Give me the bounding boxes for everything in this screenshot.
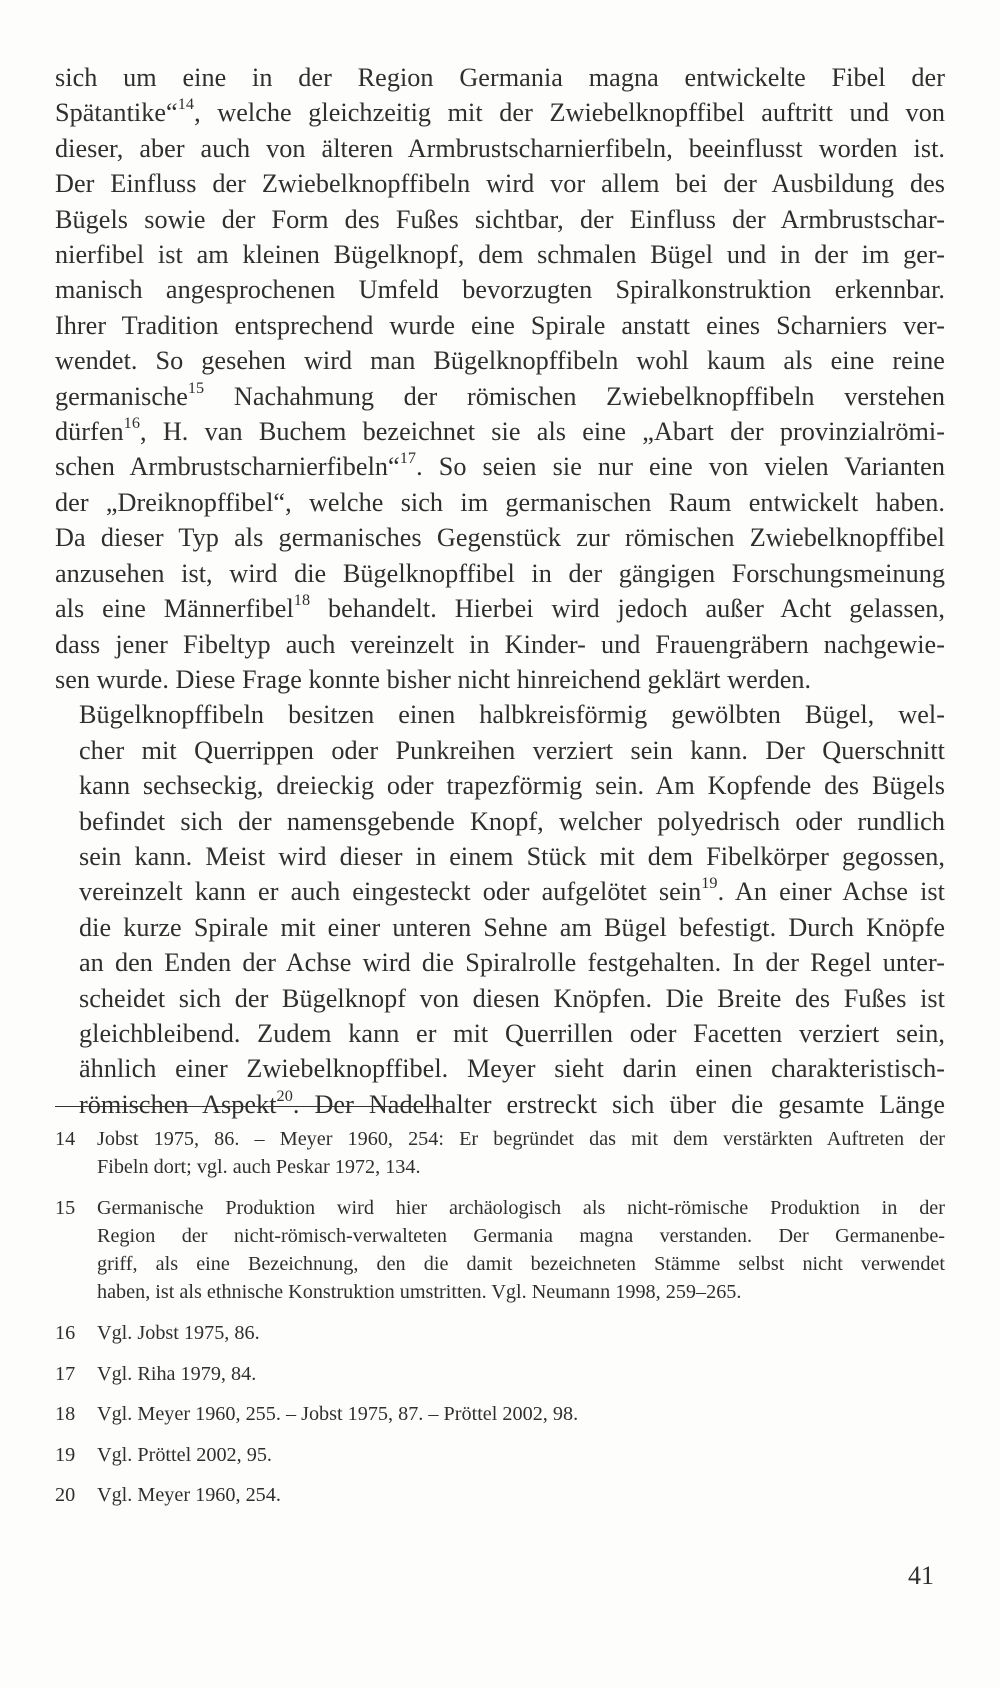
text-line: sen wurde. Diese Frage konnte bisher nicht hinreichend geklärt werden. xyxy=(55,664,812,694)
text-line: gleichbleibend. Zudem kann er mit Querrillen oder Facetten verziert sein, xyxy=(79,1018,945,1048)
text-line: dieser, aber auch von älteren Armbrustscharnierfibeln, beeinflusst worden ist. xyxy=(55,133,945,163)
footnote-17 xyxy=(55,1360,945,1388)
text-line: Da dieser Typ als germanisches Gegenstück zur römischen Zwiebelknopffibel xyxy=(55,523,945,553)
footnote-ref-15[interactable]: 15 xyxy=(187,378,205,397)
footnotes xyxy=(55,1125,945,1522)
text-line: Ihrer Tradition entsprechend wurde eine Spirale anstatt eines Scharniers ver- xyxy=(55,310,945,340)
footnote-18 xyxy=(55,1400,945,1428)
text-line: manisch angesprochenen Umfeld bevorzugten Spiralkonstruktion erkennbar. xyxy=(55,275,945,305)
page-number: 41 xyxy=(908,1561,934,1590)
text-line: an den Enden der Achse wird die Spiralrolle festgehalten. In der Regel unter- xyxy=(79,948,945,978)
text-line: als eine Männerfibel$^{18}$ behandelt. Hierbei wird jedoch außer Acht gelassen, xyxy=(55,590,945,624)
text-line: scheidet sich der Bügelknopf von diesen Knöpfen. Die Breite des Fußes ist xyxy=(79,983,945,1013)
footnote-line: Fibeln dort; vgl. auch Peskar 1972, 134. xyxy=(97,1156,421,1179)
footnote-number: 19 xyxy=(55,1443,76,1466)
paragraph-2 xyxy=(55,697,945,1122)
footnote-line: Vgl. Jobst 1975, 86. xyxy=(97,1322,260,1344)
text-line: sich um eine in der Region Germania magna entwickelte Fibel der xyxy=(55,63,945,92)
footnote-line: griff, als eine Bezeichnung, den die damit bezeichneten Stämme selbst nicht verwendet xyxy=(97,1253,945,1276)
footnote-line: Vgl. Meyer 1960, 254. xyxy=(97,1484,281,1507)
footnote-ref-19[interactable]: 19 xyxy=(701,874,718,893)
footnote-15 xyxy=(55,1194,945,1307)
text-line: Bügels sowie der Form des Fußes sichtbar, der Einfluss der Armbrustschar- xyxy=(55,204,945,234)
footnote-line: Germanische Produktion wird hier archäologisch als nicht-römische Produktion in der xyxy=(97,1196,945,1219)
text-line: ähnlich einer Zwiebelknopffibel. Meyer sieht darin einen charakteristisch- xyxy=(79,1054,945,1084)
text-line: kann sechseckig, dreieckig oder trapezförmig sein. Am Kopfende des Bügels xyxy=(79,771,945,801)
text-line: germanische$^{15}$ Nachahmung der römischen Zwiebelknopffibeln verstehen xyxy=(55,378,945,411)
text-line: Bügelknopffibeln besitzen einen halbkreisförmig gewölbten Bügel, wel- xyxy=(79,700,945,730)
footnote-line: Vgl. Meyer 1960, 255. – Jobst 1975, 87. – Pröttel 2002, 98. xyxy=(97,1403,579,1426)
text-line: römischen Aspekt$^{20}$. Der Nadelhalter erstreckt sich über die gesamte Länge xyxy=(79,1086,945,1119)
text-line: Spätantike“$^{14}$, welche gleichzeitig mit der Zwiebelknopffibel auftritt und von xyxy=(55,95,945,128)
text-line: nierfibel ist am kleinen Bügelknopf, dem schmalen Bügel und in der im ger- xyxy=(55,240,945,270)
footnote-ref-20[interactable]: 20 xyxy=(276,1086,293,1105)
footnote-number: 20 xyxy=(55,1484,76,1507)
footnote-number: 15 xyxy=(55,1196,76,1219)
text-line: dürfen$^{16}$, H. van Buchem bezeichnet sie als eine „Abart der provinzialrömi- xyxy=(55,413,945,447)
text-line: wendet. So gesehen wird man Bügelknopffibeln wohl kaum als eine reine xyxy=(55,346,945,376)
text-line: befindet sich der namensgebende Knopf, welcher polyedrisch oder rundlich xyxy=(79,806,945,836)
main-text xyxy=(55,60,945,1122)
footnote-line: Vgl. Riha 1979, 84. xyxy=(97,1362,257,1385)
footnote-number: 17 xyxy=(55,1362,76,1385)
footnote-16 xyxy=(55,1319,945,1347)
footnote-number: 14 xyxy=(55,1128,76,1150)
paragraph-1 xyxy=(55,60,945,697)
footnote-ref-18[interactable]: 18 xyxy=(293,590,311,609)
text-line: sein kann. Meist wird dieser in einem Stück mit dem Fibelkörper gegossen, xyxy=(79,841,945,871)
footnote-line: haben, ist als ethnische Konstruktion umstritten. Vgl. Neumann 1998, 259–265. xyxy=(97,1281,742,1304)
footnote-ref-17[interactable]: 17 xyxy=(399,449,417,468)
footnote-line: Jobst 1975, 86. – Meyer 1960, 254: Er begründet das mit dem verstärkten Auftreten der xyxy=(97,1128,945,1150)
footnote-14 xyxy=(55,1125,945,1181)
text-line: vereinzelt kann er auch eingesteckt oder aufgelötet sein$^{19}$. An einer Achse ist xyxy=(79,874,945,907)
footnote-line: Vgl. Pröttel 2002, 95. xyxy=(97,1443,272,1466)
footnote-19 xyxy=(55,1441,945,1469)
footnote-20 xyxy=(55,1481,945,1509)
footnote-number: 16 xyxy=(55,1322,76,1344)
text-line: anzusehen ist, wird die Bügelknopffibel in der gängigen Forschungsmeinung xyxy=(55,558,945,588)
footnote-number: 18 xyxy=(55,1403,76,1426)
text-line: dass jener Fibeltyp auch vereinzelt in Kinder- und Frauengräbern nachgewie- xyxy=(55,629,945,659)
footnote-line: Region der nicht-römisch-verwalteten Germania magna verstanden. Der Germanenbe- xyxy=(97,1225,945,1247)
footnote-divider xyxy=(55,1106,440,1107)
footnote-ref-14[interactable]: 14 xyxy=(177,95,195,114)
text-line: die kurze Spirale mit einer unteren Sehne am Bügel befestigt. Durch Knöpfe xyxy=(79,912,945,942)
text-line: der „Dreiknopffibel“, welche sich im germanischen Raum entwickelt haben. xyxy=(55,487,945,517)
footnote-ref-16[interactable]: 16 xyxy=(123,413,140,432)
text-line: cher mit Querrippen oder Punkreihen verziert sein kann. Der Querschnitt xyxy=(79,735,945,765)
text-line: schen Armbrustscharnierfibeln“$^{17}$. So seien sie nur eine von vielen Varianten xyxy=(55,449,945,482)
text-line: Der Einfluss der Zwiebelknopffibeln wird vor allem bei der Ausbildung des xyxy=(55,169,945,199)
